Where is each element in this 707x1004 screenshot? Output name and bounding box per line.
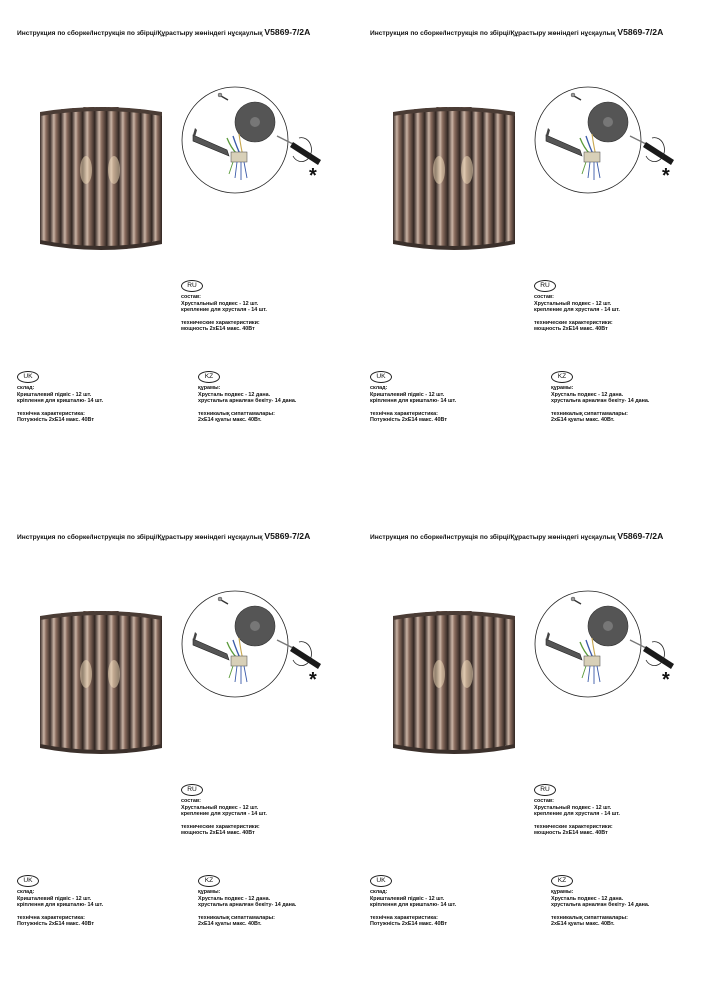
ru-specs-label: технические характеристики: — [534, 823, 613, 830]
uk-specs: Потужність 2хЕ14 макс. 40Вт — [370, 417, 447, 424]
instruction-header — [370, 531, 663, 541]
model-number: V5869-7/2A — [264, 531, 311, 541]
kz-line-2: хрустальға арналған бекіту- 14 дана. — [198, 398, 297, 405]
ru-section — [181, 280, 267, 333]
uk-section — [17, 875, 103, 928]
kz-composition-label: құрамы: — [198, 889, 221, 895]
uk-specs-label: технічна характеристика: — [17, 914, 85, 921]
kz-badge: KZ — [551, 875, 573, 887]
uk-specs-label: технічна характеристика: — [17, 410, 85, 417]
lamp-photo — [387, 604, 521, 754]
model-number: V5869-7/2A — [264, 27, 311, 37]
lamp-photo — [387, 100, 521, 250]
star-marker: * — [309, 165, 317, 187]
kz-section — [198, 371, 296, 424]
kz-composition-label: құрамы: — [551, 385, 574, 391]
kz-badge: KZ — [198, 371, 220, 383]
header-title: Инструкция по сборке/Інструкція по збірці/Құрастыру жөніндегі нұсқаулық — [370, 30, 616, 37]
uk-specs: Потужність 2хЕ14 макс. 40Вт — [17, 417, 94, 424]
uk-line-1: Кришталевий підвіс - 12 шт. — [370, 391, 445, 398]
lamp-photo — [34, 604, 168, 754]
instruction-header — [17, 27, 310, 37]
kz-line-2: хрустальға арналған бекіту- 14 дана. — [551, 902, 650, 909]
instruction-header — [17, 531, 310, 541]
ru-section — [534, 280, 620, 333]
model-number: V5869-7/2A — [617, 531, 664, 541]
instruction-panel-4 — [353, 504, 706, 1004]
uk-line-1: Кришталевий підвіс - 12 шт. — [370, 895, 445, 902]
uk-specs: Потужність 2хЕ14 макс. 40Вт — [370, 921, 447, 928]
uk-composition-label: склад: — [370, 385, 388, 391]
mounting-diagram — [534, 586, 680, 702]
uk-specs-label: технічна характеристика: — [370, 410, 438, 417]
ru-composition-label: состав: — [534, 798, 554, 804]
ru-section — [534, 784, 620, 837]
kz-line-1: Хрусталь подвес - 12 дана. — [551, 391, 624, 398]
kz-specs-label: техникалық сипаттамалары: — [551, 410, 628, 417]
ru-badge: RU — [181, 784, 203, 796]
uk-composition-label: склад: — [370, 889, 388, 895]
uk-line-2: кріплення для кришталю- 14 шт. — [17, 398, 104, 405]
ru-line-1: Хрустальный подвес - 12 шт. — [181, 300, 259, 307]
ru-specs-label: технические характеристики: — [181, 823, 260, 830]
ru-composition-label: состав: — [181, 294, 201, 300]
instruction-panel-2 — [353, 0, 706, 500]
kz-badge: KZ — [198, 875, 220, 887]
kz-specs-label: техникалық сипаттамалары: — [551, 914, 628, 921]
ru-specs: мощность 2хЕ14 макс. 40Вт — [181, 830, 255, 837]
ru-line-2: крепление для хрусталя - 14 шт. — [534, 811, 620, 818]
kz-line-1: Хрусталь подвес - 12 дана. — [198, 391, 271, 398]
model-number: V5869-7/2A — [617, 27, 664, 37]
kz-specs: 2хЕ14 қуаты макс. 40Вт. — [551, 921, 615, 928]
ru-line-2: крепление для хрусталя - 14 шт. — [181, 811, 267, 818]
uk-line-2: кріплення для кришталю- 14 шт. — [370, 398, 457, 405]
uk-specs-label: технічна характеристика: — [370, 914, 438, 921]
kz-line-1: Хрусталь подвес - 12 дана. — [198, 895, 271, 902]
ru-badge: RU — [534, 784, 556, 796]
kz-composition-label: құрамы: — [198, 385, 221, 391]
mounting-diagram — [181, 82, 327, 198]
header-title: Инструкция по сборке/Інструкція по збірці/Құрастыру жөніндегі нұсқаулық — [370, 534, 616, 541]
kz-specs: 2хЕ14 қуаты макс. 40Вт. — [551, 417, 615, 424]
ru-line-1: Хрустальный подвес - 12 шт. — [181, 804, 259, 811]
ru-line-1: Хрустальный подвес - 12 шт. — [534, 804, 612, 811]
uk-line-1: Кришталевий підвіс - 12 шт. — [17, 895, 92, 902]
kz-composition-label: құрамы: — [551, 889, 574, 895]
uk-badge: UK — [370, 875, 392, 887]
ru-badge: RU — [181, 280, 203, 292]
uk-badge: UK — [370, 371, 392, 383]
star-marker: * — [309, 669, 317, 691]
header-title: Инструкция по сборке/Інструкція по збірці/Құрастыру жөніндегі нұсқаулық — [17, 30, 263, 37]
uk-line-1: Кришталевий підвіс - 12 шт. — [17, 391, 92, 398]
kz-section — [551, 875, 649, 928]
ru-specs: мощность 2хЕ14 макс. 40Вт — [534, 830, 608, 837]
uk-section — [370, 371, 456, 424]
star-marker: * — [662, 165, 670, 187]
kz-line-2: хрустальға арналған бекіту- 14 дана. — [198, 902, 297, 909]
instruction-panel-3 — [0, 504, 353, 1004]
ru-composition-label: состав: — [181, 798, 201, 804]
instruction-header — [370, 27, 663, 37]
kz-specs: 2хЕ14 қуаты макс. 40Вт. — [198, 417, 262, 424]
ru-line-2: крепление для хрусталя - 14 шт. — [181, 307, 267, 314]
ru-specs: мощность 2хЕ14 макс. 40Вт — [534, 326, 608, 333]
mounting-diagram — [181, 586, 327, 702]
kz-badge: KZ — [551, 371, 573, 383]
kz-line-1: Хрусталь подвес - 12 дана. — [551, 895, 624, 902]
ru-badge: RU — [534, 280, 556, 292]
uk-composition-label: склад: — [17, 385, 35, 391]
ru-composition-label: состав: — [534, 294, 554, 300]
ru-specs-label: технические характеристики: — [181, 319, 260, 326]
header-title: Инструкция по сборке/Інструкція по збірці/Құрастыру жөніндегі нұсқаулық — [17, 534, 263, 541]
kz-section — [198, 875, 296, 928]
star-marker: * — [662, 669, 670, 691]
kz-specs-label: техникалық сипаттамалары: — [198, 410, 275, 417]
ru-section — [181, 784, 267, 837]
ru-line-1: Хрустальный подвес - 12 шт. — [534, 300, 612, 307]
mounting-diagram — [534, 82, 680, 198]
kz-specs-label: техникалық сипаттамалары: — [198, 914, 275, 921]
uk-section — [370, 875, 456, 928]
uk-badge: UK — [17, 371, 39, 383]
kz-line-2: хрустальға арналған бекіту- 14 дана. — [551, 398, 650, 405]
kz-section — [551, 371, 649, 424]
lamp-photo — [34, 100, 168, 250]
ru-specs-label: технические характеристики: — [534, 319, 613, 326]
uk-badge: UK — [17, 875, 39, 887]
uk-composition-label: склад: — [17, 889, 35, 895]
kz-specs: 2хЕ14 қуаты макс. 40Вт. — [198, 921, 262, 928]
instruction-panel-1 — [0, 0, 353, 500]
uk-specs: Потужність 2хЕ14 макс. 40Вт — [17, 921, 94, 928]
uk-line-2: кріплення для кришталю- 14 шт. — [370, 902, 457, 909]
uk-section — [17, 371, 103, 424]
ru-line-2: крепление для хрусталя - 14 шт. — [534, 307, 620, 314]
ru-specs: мощность 2хЕ14 макс. 40Вт — [181, 326, 255, 333]
uk-line-2: кріплення для кришталю- 14 шт. — [17, 902, 104, 909]
